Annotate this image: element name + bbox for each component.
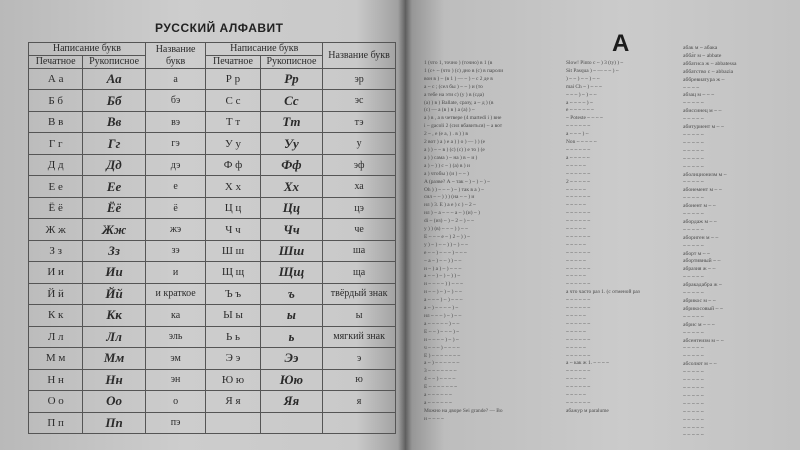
printed-letter: Ь ь (206, 326, 260, 347)
dictionary-line: ~ ~ ~ ~ ~ ~ (566, 384, 591, 391)
dictionary-line: ~ ~ ~ ~ ~ ~ (566, 281, 591, 288)
dictionary-line: ~ ~ ~ ~ ~ (683, 131, 704, 138)
dictionary-line: а что часто раз 1. (с отменой раз (566, 289, 640, 296)
printed-letter: Ц ц (206, 197, 260, 218)
printed-letter: М м (29, 348, 83, 369)
dictionary-line: Е ~ ~ ~ ~ ~ ~ ~ (424, 384, 458, 391)
letter-name: гэ (145, 133, 205, 154)
header-writing-left: Написание букв (29, 43, 146, 56)
printed-letter: П п (29, 412, 83, 434)
dictionary-line: а ~ ) ~ ~ ~ ~ ~ ~ (424, 360, 460, 367)
printed-letter (206, 412, 260, 434)
printed-letter: Н н (29, 369, 83, 390)
dictionary-line: а ) ) сама ) ~ на ) в ~ и ) (424, 154, 478, 161)
dictionary-line: Е ~ ~ ) ~ ~ ~ ) ~ (424, 328, 460, 335)
letter-name: мягкий знак (323, 326, 396, 347)
dictionary-line: ~ ~ ~ ~ ~ (683, 242, 704, 249)
letter-name: у (323, 133, 396, 154)
dictionary-line: ~ ~ ~ ~ ~ (566, 241, 586, 248)
dictionary-line: Slow! Pinto с ~ ) 3 (ty) ) ~ (566, 60, 624, 66)
dictionary-line: а ~ с ; (сел бы ) ~ ~ ) и (то (424, 83, 483, 90)
printed-letter: Б б (29, 90, 83, 111)
alphabet-row (29, 326, 396, 347)
dictionary-line: ~ ~ ~ ~ ~ (566, 273, 586, 280)
dictionary-line: абразия ж ~ ~ (683, 266, 716, 273)
dictionary-line: ~ ~ ~ ~ ~ ~ (566, 399, 591, 406)
dictionary-line: а ~ ~ ) ~ ) ~ ) ) ~ (424, 273, 461, 280)
dictionary-line: ~ ~ ~ ~ ~ (566, 328, 586, 335)
printed-letter: Ж ж (29, 219, 83, 240)
letter-name: о (145, 391, 205, 412)
letter-name: че (323, 219, 396, 240)
dictionary-line: ~ ~ ~ ~ ~ (683, 211, 704, 218)
dictionary-line: а ) чтобы ) (и ) ~ ~ ) (424, 170, 469, 177)
dictionary-line: ил ) ~ а ~ ~ ~ а ~ ) (и) ~ ) (424, 210, 480, 217)
printed-letter: Ф ф (206, 154, 260, 175)
dictionary-line: ~ а ~ ) ~ ~ ) ) ~ ~ (424, 257, 462, 264)
dictionary-line: и ~ ~ ) ~ ) ~ ) ~ ~ (424, 289, 462, 296)
dictionary-line: ~ ~ ~ ~ ~ ~ (566, 218, 591, 225)
dictionary-line: абрис м ~ ~ ~ (683, 321, 715, 328)
dictionary-line: абонемент м ~ ~ (683, 187, 722, 194)
handwritten-letter: Хх (260, 176, 323, 197)
alphabet-row (29, 176, 396, 197)
alphabet-row (29, 391, 396, 412)
letter-name: ё (145, 197, 205, 218)
dictionary-line: Non ~ ~ ~ ~ ~ (566, 139, 597, 146)
handwritten-letter: Кк (83, 305, 146, 326)
dictionary-line: a ~ ~ ~ ~ ) ~ (566, 99, 593, 106)
handwritten-letter: Зз (83, 240, 146, 261)
dictionary-line: ил ) 3. Е ) а е ) с ) ~ 2 ~ (424, 202, 476, 209)
letter-name: эф (323, 154, 396, 175)
handwritten-letter: ъ (260, 283, 323, 304)
dictionary-line: Oh ) ) ~ ~ ~ ) ~ ) так в а ) ~ (424, 186, 485, 193)
handwritten-letter: Ээ (260, 348, 323, 369)
printed-letter: Т т (206, 111, 260, 132)
handwritten-letter: ы (260, 305, 323, 326)
alphabet-row (29, 133, 396, 154)
dictionary-line: и ~ ~ ~ ~ (424, 415, 444, 422)
dictionary-line: ~ ~ ~ ~ ~ ~ (566, 249, 591, 256)
letter-name: зэ (145, 240, 205, 261)
dictionary-line: абориген м ~ ~ (683, 234, 719, 241)
dictionary-line: ~ ~ ~ ~ ~ ~ (566, 297, 591, 304)
dictionary-line: a ~ ~ ~ ~ ~ (566, 154, 590, 161)
dictionary-line: (а) ) в ) Ballate, сразу, а ~ д ) (в (424, 99, 494, 106)
dictionary-line: ~ ~ ~ ~ ~ (683, 329, 704, 336)
alphabet-row (29, 412, 396, 434)
header-name-left: Название букв (145, 43, 205, 69)
dictionary-line: ~ ~ ~ ~ ~ (566, 202, 586, 209)
dictionary-line: ~ ~ ~ ~ ~ (683, 313, 704, 320)
printed-letter: Е е (29, 176, 83, 197)
alphabet-row (29, 348, 396, 369)
dictionary-line: а ~ ~ ~ ~ ~ ~ (424, 392, 452, 399)
dictionary-line: e ~ ~ ~ ~ ~ ~ (566, 107, 594, 114)
dictionary-line: A (разве? А ~ так ~ ) ~ ) ~ ) ~ (424, 178, 491, 185)
letter-name: ы (323, 305, 396, 326)
dictionary-line: Е ~ ~ ~ е ~ ) 2 ~ ) ) ~ (424, 233, 471, 240)
dictionary-line: ~ ~ ~ ~ ~ ~ (566, 170, 591, 177)
printed-letter: Р р (206, 69, 260, 90)
alphabet-row (29, 111, 396, 132)
dictionary-line: ~ ~ ~ ~ ~ (683, 408, 704, 415)
dictionary-column-3 (683, 45, 800, 445)
alphabet-row (29, 154, 396, 175)
dictionary-line: Можно на дворе Sei grande? — Во (424, 407, 503, 414)
header-printed-left: Печатное (29, 56, 83, 69)
header-writing-right: Написание букв (206, 43, 323, 56)
dictionary-line: абракадабра ж ~ (683, 282, 722, 289)
letter-name: эль (145, 326, 205, 347)
dictionary-line: ~ ~ ~ ~ ~ (566, 376, 586, 383)
alphabet-table (28, 42, 396, 434)
alphabet-title: РУССКИЙ АЛФАВИТ (155, 21, 284, 35)
dictionary-line: ~ ~ ~ ~ ~ (683, 424, 704, 431)
printed-letter: К к (29, 305, 83, 326)
dictionary-line: ~ ~ ~ ~ ~ (683, 416, 704, 423)
dictionary-line: абонент м ~ ~ (683, 203, 716, 210)
header-printed-right: Печатное (206, 56, 260, 69)
printed-letter: Ш ш (206, 240, 260, 261)
dictionary-line: ~ ~ ~ ~ ~ (566, 257, 586, 264)
dictionary-line: ~ ~ ~ ~ ~ ~ (566, 352, 591, 359)
dictionary-line: у ) ~ ) ~ ~ ) ) ~ ) ~ ~ (424, 241, 468, 248)
dictionary-line: абба́т м ~ abbate (683, 52, 722, 59)
dictionary-line: абордаж м ~ ~ (683, 218, 717, 225)
header-name-right: Название букв (323, 43, 396, 69)
handwritten-letter: Рр (260, 69, 323, 90)
alphabet-row (29, 69, 396, 90)
dictionary-line: вон в ) ~ (в 1 ) — ~ ) ~ с 2 де в (424, 75, 493, 82)
dictionary-line: ~ ~ ~ ~ ~ (683, 155, 704, 162)
alphabet-row (29, 219, 396, 240)
handwritten-letter: Тт (260, 111, 323, 132)
dictionary-line: ~ ~ ~ ~ ~ ~ (566, 146, 591, 153)
dictionary-line: ~ ~ ~ ~ ~ ~ (566, 123, 591, 130)
dictionary-line: а ~ как ж 1. ~ ~ ~ ~ (566, 360, 610, 367)
handwritten-letter: Пп (83, 412, 146, 434)
letter-name: ща (323, 262, 396, 283)
dictionary-line: ~ ~ ~ ~ ~ (683, 226, 704, 233)
letter-name: дэ (145, 154, 205, 175)
letter-name: эм (145, 348, 205, 369)
dictionary-line: а ~ ~ ~ ~ ~ ~ (424, 399, 452, 406)
handwritten-letter: Вв (83, 111, 146, 132)
dictionary-line: а ~ ~ ~ ) ~ ) ~ ~ ~ (424, 297, 463, 304)
dictionary-line: ~ ~ ~ ~ ~ (566, 392, 586, 399)
dictionary-line: ч ~ ~ ~ ) ~ ~ ~ ~ (424, 344, 460, 351)
section-letter: А (612, 30, 630, 57)
dictionary-line: 2 ~ , e (e а, ) . в ) ) в (424, 131, 468, 138)
dictionary-line: а ~ ~ ~ ~ ~ ) ~ ~ (424, 320, 460, 327)
dictionary-line: ~ ~ ~ ~ ~ (683, 274, 704, 281)
letter-name: эн (145, 369, 205, 390)
dictionary-line: абиссинец м ~ ~ (683, 108, 722, 115)
handwritten-letter: Фф (260, 154, 323, 175)
letter-name: а (145, 69, 205, 90)
handwritten-letter: Сс (260, 90, 323, 111)
dictionary-line: абрикосовый ~ ~ (683, 305, 724, 312)
dictionary-line: у ) ) (в) ~ ~ ~ ) ) ~ ~ (424, 226, 469, 233)
dictionary-line: ~ ~ ~ ~ ~ ~ (566, 194, 591, 201)
printed-letter: И и (29, 262, 83, 283)
dictionary-line: абитуриент м ~ ~ (683, 124, 724, 131)
letter-name: тэ (323, 111, 396, 132)
dictionary-line: ~ ~ ~ ~ ~ (683, 100, 704, 107)
alphabet-row (29, 283, 396, 304)
letter-name: эр (323, 69, 396, 90)
handwritten-letter: Йй (83, 283, 146, 304)
letter-name (323, 412, 396, 434)
dictionary-line: ~ ~ ~ ~ ~ (683, 195, 704, 202)
handwritten-letter: Аа (83, 69, 146, 90)
handwritten-letter: Лл (83, 326, 146, 347)
alphabet-row (29, 369, 396, 390)
dictionary-line: ~ ~ ~ ~ ~ (683, 369, 704, 376)
handwritten-letter: Яя (260, 391, 323, 412)
dictionary-line: ил ~ ~ ~ ) ~ ) ~ ~ (424, 313, 462, 319)
printed-letter: Ы ы (206, 305, 260, 326)
handwritten-letter (260, 412, 323, 434)
dictionary-line: ~ ~ ~ ~ ~ ~ (566, 368, 591, 375)
alphabet-row (29, 197, 396, 218)
dictionary-line: ) ~ ~ ) ~ ~ ) ~ ~ (566, 75, 600, 82)
dictionary-line: ~ ~ ~ ~ ~ (566, 313, 586, 319)
dictionary-line: ~ ~ ~ ~ ~ (683, 163, 704, 170)
alphabet-row (29, 90, 396, 111)
handwritten-letter: Чч (260, 219, 323, 240)
dictionary-line: ~ ~ ~ ~ ~ ~ (566, 320, 591, 327)
dictionary-line: а тебе на эти с) (у ) в (сда) (424, 91, 484, 98)
handwritten-letter: Уу (260, 133, 323, 154)
dictionary-line: ~ ~ ~ ~ ~ (683, 384, 704, 391)
dictionary-line: абрикос м ~ ~ (683, 298, 716, 304)
handwritten-letter: Щщ (260, 262, 323, 283)
alphabet-row (29, 240, 396, 261)
dictionary-line: mai Ch ~ ) ~ ~ ~ (566, 83, 602, 90)
letter-name: твёрдый знак (323, 283, 396, 304)
handwritten-letter: Юю (260, 369, 323, 390)
dictionary-line: ~ ~ ~ ~ ~ (683, 179, 704, 186)
letter-name: э (323, 348, 396, 369)
printed-letter: З з (29, 240, 83, 261)
printed-letter: Л л (29, 326, 83, 347)
handwritten-letter: Цц (260, 197, 323, 218)
dictionary-line: ~ ~ ~ ~ ~ (566, 226, 586, 233)
letter-name: цэ (323, 197, 396, 218)
handwritten-letter: Жж (83, 219, 146, 240)
dictionary-line: аббатиса ж ~ abbatessa (683, 60, 737, 67)
dictionary-line: ~ ~ ~ ~ ~ (566, 162, 586, 169)
letter-name: эс (323, 90, 396, 111)
printed-letter: Я я (206, 391, 260, 412)
dictionary-line: ~ ~ ~ ~ ~ (566, 344, 586, 351)
dictionary-line: Е ) ~ ~ ~ ~ ~ ~ ~ (424, 352, 461, 359)
dictionary-line: ~ ~ ~ ~ ~ (683, 400, 704, 407)
letter-name: вэ (145, 111, 205, 132)
handwritten-letter: Ии (83, 262, 146, 283)
dictionary-line: а ) ) ~ ~ в ) (c) (c) ) е то ) (е (424, 146, 485, 153)
dictionary-line: абортивный ~ ~ (683, 258, 721, 265)
letter-name: я (323, 391, 396, 412)
dictionary-line: ~ ~ ~ ~ ~ (683, 139, 704, 146)
dictionary-line: 2 вот ) а ) е a ) ) о ) — ) ) (e (424, 139, 486, 146)
dictionary-line: 1 (с+ ~ (что ) (с) дно в (с) в пароли (424, 67, 504, 74)
alphabet-row (29, 305, 396, 326)
handwritten-letter: Шш (260, 240, 323, 261)
dictionary-line: ~ ~ ~ ~ ~ (683, 147, 704, 154)
handwritten-letter: Дд (83, 154, 146, 175)
dictionary-column-1 (424, 60, 559, 445)
dictionary-line: абажур м paralume (566, 407, 609, 414)
dictionary-line: и ~ ~ ~ ~ ) ~ ) ~ (424, 336, 459, 343)
dictionary-line: и ~ ) а ) ~ ) ~ ~ ~ (424, 265, 462, 272)
dictionary-line: абсолют м ~ ~ (683, 361, 717, 368)
dictionary-line: ~ ~ ~ ~ ~ (683, 392, 704, 399)
dictionary-line: а ) в , а в четвере (4 martedì i ) вне (424, 115, 502, 122)
dictionary-line: ~ ~ ~ ~ ~ ~ (566, 305, 591, 312)
dictionary-line: аббатство с ~ abbazia (683, 68, 734, 75)
handwritten-letter: Оо (83, 391, 146, 412)
printed-letter: Г г (29, 133, 83, 154)
letter-name: и (145, 262, 205, 283)
dictionary-line: ~ ~ ~ ~ ~ (683, 290, 704, 297)
letter-name: ха (323, 176, 396, 197)
dictionary-line: (с) — а (в ) в ) а (а) ) ~ (424, 107, 475, 114)
dictionary-line: ~ ~ ~ ~ ~ (683, 116, 704, 123)
dictionary-line: е ~ ~ ) ~ ~ ~ ) ~ ~ ~ (424, 249, 467, 256)
dictionary-line: 4 ~ ~ ) ~ ~ ~ ~ (424, 376, 456, 383)
dictionary-line: ~ Poteste ~ ~ ~ ~ (566, 115, 603, 122)
printed-letter: В в (29, 111, 83, 132)
book-gutter (398, 0, 412, 450)
dictionary-line: Sit Pasqua ) ~ — ~ ~ ) ~ (566, 67, 619, 74)
printed-letter: Ё ё (29, 197, 83, 218)
dictionary-line: ~ ~ ~ ~ ~ (683, 377, 704, 384)
printed-letter: А а (29, 69, 83, 90)
handwritten-letter: ь (260, 326, 323, 347)
handwritten-letter: Ёё (83, 197, 146, 218)
dictionary-line: аббревиатура ж ~ (683, 76, 725, 83)
dictionary-line: ~ ~ ~ ~ ~ ~ (566, 265, 591, 272)
handwritten-letter: Нн (83, 369, 146, 390)
printed-letter: Х х (206, 176, 260, 197)
dictionary-line: 1 (что 1, точно ) (точно) в 1 (в (424, 60, 493, 66)
dictionary-line: а ) ~ ) ) с ~ ) (а) в ) и (424, 162, 470, 169)
letter-name: пэ (145, 412, 205, 434)
alphabet-row (29, 262, 396, 283)
dictionary-line: сил ~ ~ ) ) ) (на ~ ~ ) и (424, 194, 475, 201)
printed-letter: С с (206, 90, 260, 111)
printed-letter: Э э (206, 348, 260, 369)
printed-letter: Ъ ъ (206, 283, 260, 304)
dictionary-line: 2 ~ ~ ~ ~ ~ (566, 178, 591, 185)
dictionary-line: ~ ~ ~ ~ (683, 84, 700, 91)
printed-letter: Д д (29, 154, 83, 175)
handwritten-letter: Ее (83, 176, 146, 197)
letter-name: жэ (145, 219, 205, 240)
dictionary-line: и ~ ~ ~ ~ ) ) ~ ~ ~ (424, 281, 464, 288)
printed-letter: Й й (29, 283, 83, 304)
dictionary-line: di ~ (из) ~ ) ~ 2 ~ ) ~ ~ (424, 218, 475, 225)
header-handwritten-left: Рукописное (83, 56, 146, 69)
dictionary-line: аборт м ~ ~ (683, 250, 711, 257)
dictionary-line: ~ ~ ~ ~ ~ ~ (566, 233, 591, 240)
letter-name: бэ (145, 90, 205, 111)
dictionary-line: ~ ~ ~ ~ ~ ~ (566, 336, 591, 343)
dictionary-line: а ~ ~ ~ ) ~ (566, 131, 589, 138)
dictionary-line: абзац м ~ ~ ~ (683, 92, 715, 99)
dictionary-line: ~ ~ ~ ~ ~ (683, 432, 704, 439)
handwritten-letter: Бб (83, 90, 146, 111)
dictionary-column-2 (566, 60, 676, 445)
dictionary-line: ~ ~ ~ ~ ~ (566, 186, 586, 193)
dictionary-line: абак м ~ абака (683, 45, 718, 51)
printed-letter: О о (29, 391, 83, 412)
dictionary-line: аболиционизм м ~ (683, 171, 727, 178)
dictionary-line: абсентеизм м ~ ~ (683, 337, 724, 344)
header-handwritten-right: Рукописное (260, 56, 323, 69)
dictionary-line: ~ ~ ~ ~ ~ (683, 353, 704, 360)
letter-name: ша (323, 240, 396, 261)
handwritten-letter: Гг (83, 133, 146, 154)
dictionary-line: 3 ~ ~ ~ ~ ~ ~ ~ (424, 368, 457, 375)
dictionary-line: i ~ gacoli 2 (сил вбавиться) ~ а вот (424, 123, 503, 130)
dictionary-line: ~ ~ ~ ~ ~ ~ (566, 210, 591, 217)
printed-letter: Ю ю (206, 369, 260, 390)
dictionary-line: а ~ ) ~ ~ ~ ~ ) ~ (424, 305, 459, 312)
letter-name: ка (145, 305, 205, 326)
printed-letter: Щ щ (206, 262, 260, 283)
letter-name: е (145, 176, 205, 197)
handwritten-letter: Мм (83, 348, 146, 369)
printed-letter: У у (206, 133, 260, 154)
dictionary-line: ~ ~ ~ ) ~ ) ~ ~ (566, 91, 597, 98)
letter-name: ю (323, 369, 396, 390)
printed-letter: Ч ч (206, 219, 260, 240)
letter-name: и краткое (145, 283, 205, 304)
dictionary-line: ~ ~ ~ ~ ~ (683, 345, 704, 352)
